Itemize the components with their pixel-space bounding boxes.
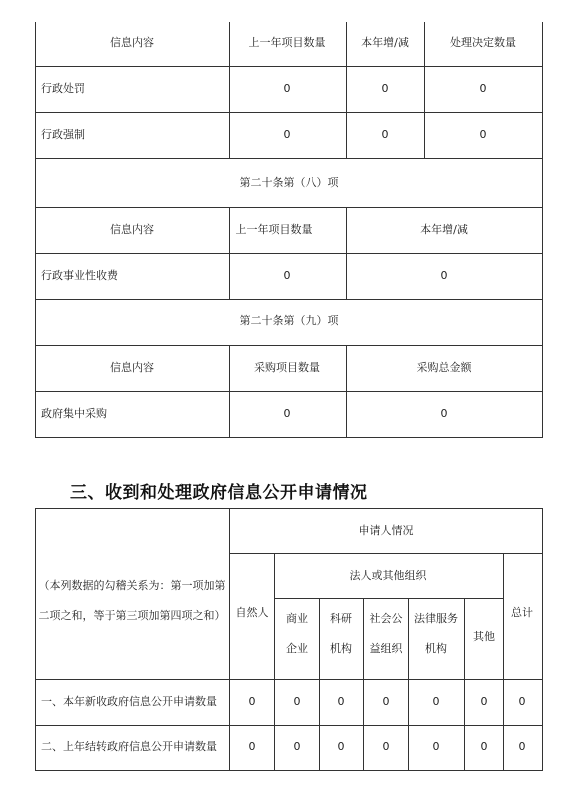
row-divider xyxy=(35,391,543,392)
header-research: 科研机构 xyxy=(330,612,352,655)
cell-value: 0 xyxy=(479,128,487,141)
row-divider xyxy=(274,598,503,599)
table-border xyxy=(35,508,543,509)
column-divider xyxy=(346,345,347,438)
cell-value: 0 xyxy=(518,695,526,708)
cell-value: 0 xyxy=(283,269,291,282)
row-divider xyxy=(35,253,543,254)
cell-value: 0 xyxy=(293,740,301,753)
column-divider xyxy=(274,553,275,771)
row-divider xyxy=(35,299,543,300)
row-divider xyxy=(35,112,543,113)
header-purchase-amount: 采购总金额 xyxy=(416,361,472,374)
cell-value: 0 xyxy=(480,695,488,708)
column-divider xyxy=(346,22,347,159)
header-info-content: 信息内容 xyxy=(110,361,154,374)
column-divider xyxy=(424,22,425,159)
column-divider xyxy=(229,345,230,438)
cell-value: 0 xyxy=(518,740,526,753)
cell-value: 0 xyxy=(381,82,389,95)
cell-value: 0 xyxy=(283,128,291,141)
row-divider xyxy=(35,725,543,726)
section-title: 第二十条第（九）项 xyxy=(239,314,339,327)
column-divider xyxy=(229,207,230,300)
row-label: 二、上年结转政府信息公开申请数量 xyxy=(41,740,217,753)
header-applicant: 申请人情况 xyxy=(358,524,414,537)
section-heading: 三、收到和处理政府信息公开申请情况 xyxy=(70,483,368,503)
header-year-change: 本年增/减 xyxy=(361,36,409,49)
row-divider xyxy=(35,66,543,67)
row-divider xyxy=(35,345,543,346)
row-label: 行政强制 xyxy=(41,128,85,141)
row-label: 行政事业性收费 xyxy=(41,269,118,282)
column-divider xyxy=(319,598,320,771)
cell-value: 0 xyxy=(283,407,291,420)
header-legal-org: 法人或其他组织 xyxy=(349,569,427,582)
cell-value: 0 xyxy=(337,695,345,708)
column-divider xyxy=(363,598,364,771)
row-label: 行政处罚 xyxy=(41,82,85,95)
cell-value: 0 xyxy=(248,695,256,708)
cell-value: 0 xyxy=(382,695,390,708)
cell-value: 0 xyxy=(248,740,256,753)
cell-value: 0 xyxy=(440,407,448,420)
cell-value: 0 xyxy=(440,269,448,282)
table-border xyxy=(35,22,36,438)
row-label: 一、本年新收政府信息公开申请数量 xyxy=(41,695,217,708)
header-commercial: 商业企业 xyxy=(286,612,308,655)
header-prev-year-count: 上一年项目数量 xyxy=(248,36,326,49)
column-divider xyxy=(464,598,465,771)
row-divider xyxy=(35,679,543,680)
header-total: 总计 xyxy=(511,606,533,619)
header-info-content: 信息内容 xyxy=(110,36,154,49)
header-info-content: 信息内容 xyxy=(110,223,154,236)
header-prev-year-count: 上一年项目数量 xyxy=(235,223,313,236)
column-divider xyxy=(408,598,409,771)
header-year-change: 本年增/减 xyxy=(420,223,468,236)
cell-value: 0 xyxy=(293,695,301,708)
cell-value: 0 xyxy=(337,740,345,753)
column-divider xyxy=(346,207,347,300)
column-divider xyxy=(229,508,230,771)
header-purchase-count: 采购项目数量 xyxy=(254,361,320,374)
row-divider xyxy=(35,770,543,771)
column-divider xyxy=(229,22,230,159)
header-social: 社会公益组织 xyxy=(369,612,403,655)
row-divider xyxy=(35,437,543,438)
table-border xyxy=(542,22,543,438)
cell-value: 0 xyxy=(432,695,440,708)
row-label: 政府集中采购 xyxy=(41,407,107,420)
cell-value: 0 xyxy=(283,82,291,95)
cell-value: 0 xyxy=(382,740,390,753)
cell-value: 0 xyxy=(432,740,440,753)
cell-value: 0 xyxy=(381,128,389,141)
row-divider xyxy=(35,158,543,159)
table-border xyxy=(35,508,36,771)
column-divider xyxy=(503,553,504,771)
table-border xyxy=(542,508,543,771)
row-divider xyxy=(35,207,543,208)
row-divider xyxy=(229,553,543,554)
header-legal-service: 法律服务机构 xyxy=(414,612,458,655)
reconciliation-note: （本列数据的勾稽关系为：第一项加第二项之和，等于第三项加第四项之和） xyxy=(38,579,226,622)
cell-value: 0 xyxy=(479,82,487,95)
header-decision-count: 处理决定数量 xyxy=(450,36,516,49)
cell-value: 0 xyxy=(480,740,488,753)
header-other: 其他 xyxy=(473,630,495,643)
header-natural-person: 自然人 xyxy=(235,606,269,619)
section-title: 第二十条第（八）项 xyxy=(239,176,339,189)
